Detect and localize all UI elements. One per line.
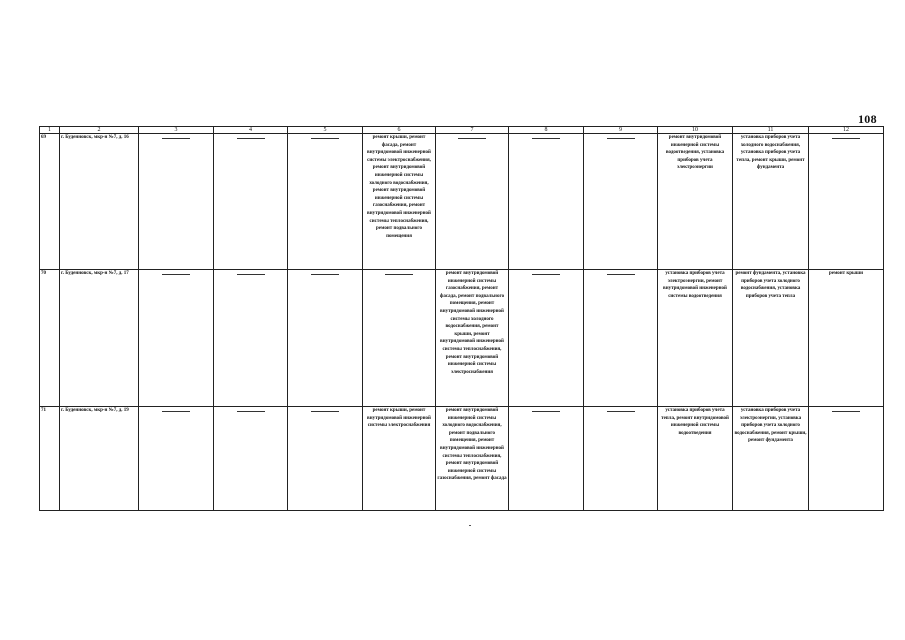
dash-mark [458, 138, 486, 139]
work-list-cell: ремонт внутридомовой инженерной системы газоснабжения, ремонт фасада, ремонт подвального помещения, ремонт внутридомовой инженерной системы холодного водоснабжения, ремонт крыши, ремонт внутридомовой инженерной системы теплоснабжения, ремонт внутридомовой инженерной системы электроснабжения [436, 270, 509, 407]
empty-cell [584, 407, 658, 511]
row-number: 71 [40, 407, 60, 511]
column-header: 10 [658, 127, 733, 134]
dash-mark [607, 411, 635, 412]
column-header: 6 [363, 127, 436, 134]
empty-cell [509, 134, 584, 270]
column-header: 1 [40, 127, 60, 134]
empty-cell [509, 407, 584, 511]
empty-cell [584, 270, 658, 407]
table-row [40, 270, 884, 407]
row-number: 70 [40, 270, 60, 407]
work-list-cell: установка приборов учета тепла, ремонт внутридомовой инженерной системы водоотведения [658, 407, 733, 511]
empty-cell [809, 134, 884, 270]
empty-cell [214, 270, 288, 407]
work-list-cell: ремонт внутридомовой инженерной системы водоотведения, установка приборов учета электроэнергии [658, 134, 733, 270]
column-header: 9 [584, 127, 658, 134]
work-list-cell: ремонт крыши [809, 270, 884, 407]
work-list-cell: ремонт крыши, ремонт внутридомовой инженерной системы электроснабжения [363, 407, 436, 511]
empty-cell [288, 270, 363, 407]
column-header: 2 [60, 127, 139, 134]
repair-schedule-table [39, 126, 884, 511]
empty-cell [363, 270, 436, 407]
empty-cell [809, 407, 884, 511]
empty-cell [584, 134, 658, 270]
table-row [40, 407, 884, 511]
empty-cell [214, 407, 288, 511]
column-header: 5 [288, 127, 363, 134]
work-list-cell: ремонт крыши, ремонт фасада, ремонт внутридомовой инженерной системы электроснабжения, ремонт внутридомовой инженерной системы холодного водоснабжения, ремонт внутридомовой инженерной системы газоснабжения, ремонт внутридомовой инженерной системы теплоснабжения, ремонт подвального помещения [363, 134, 436, 270]
dash-mark [162, 274, 190, 275]
column-header: 7 [436, 127, 509, 134]
column-header: 8 [509, 127, 584, 134]
column-header: 11 [733, 127, 809, 134]
dash-mark [607, 138, 635, 139]
table-row [40, 134, 884, 270]
dash-mark [532, 274, 560, 275]
dash-mark [832, 138, 860, 139]
address-cell: г. Буденновск, мкр-н №7, д. 19 [60, 407, 139, 511]
empty-cell [288, 134, 363, 270]
empty-cell [509, 270, 584, 407]
empty-cell [139, 134, 214, 270]
column-header: 3 [139, 127, 214, 134]
work-list-cell: установка приборов учета электроэнергии, ремонт внутридомовой инженерной системы водоотведения [658, 270, 733, 407]
empty-cell [139, 270, 214, 407]
work-list-cell: установка приборов учета холодного водоснабжения, установка приборов учета тепла, ремонт крыши, ремонт фундамента [733, 134, 809, 270]
dash-mark [237, 138, 265, 139]
column-header: 4 [214, 127, 288, 134]
empty-cell [436, 134, 509, 270]
address-cell: г. Буденновск, мкр-н №7, д. 16 [60, 134, 139, 270]
dash-mark [162, 411, 190, 412]
dash-mark [607, 274, 635, 275]
row-number: 69 [40, 134, 60, 270]
work-list-cell: ремонт внутридомовой инженерной системы холодного водоснабжения, ремонт подвального помещения, ремонт внутридомовой инженерной системы теплоснабжения, ремонт внутридомовой инженерной системы газоснабжения, ремонт фасада [436, 407, 509, 511]
dash-mark [237, 411, 265, 412]
page-number: 108 [858, 112, 877, 126]
work-list-cell: установка приборов учета электроэнергии, установка приборов учета холодного водоснабжения, ремонт крыши, ремонт фундамента [733, 407, 809, 511]
column-header: 12 [809, 127, 884, 134]
column-number-row [40, 127, 884, 134]
dash-mark [311, 274, 339, 275]
dash-mark [385, 274, 413, 275]
dash-mark [311, 138, 339, 139]
dash-mark [162, 138, 190, 139]
dash-mark [532, 411, 560, 412]
empty-cell [214, 134, 288, 270]
address-cell: г. Буденновск, мкр-н №7, д. 17 [60, 270, 139, 407]
dash-mark [311, 411, 339, 412]
dash-mark [237, 274, 265, 275]
work-list-cell: ремонт фундамента, установка приборов учета холодного водоснабжения, установка приборов учета тепла [733, 270, 809, 407]
empty-cell [139, 407, 214, 511]
dash-mark [832, 411, 860, 412]
dash-mark [532, 138, 560, 139]
empty-cell [288, 407, 363, 511]
scan-speck [469, 525, 471, 526]
